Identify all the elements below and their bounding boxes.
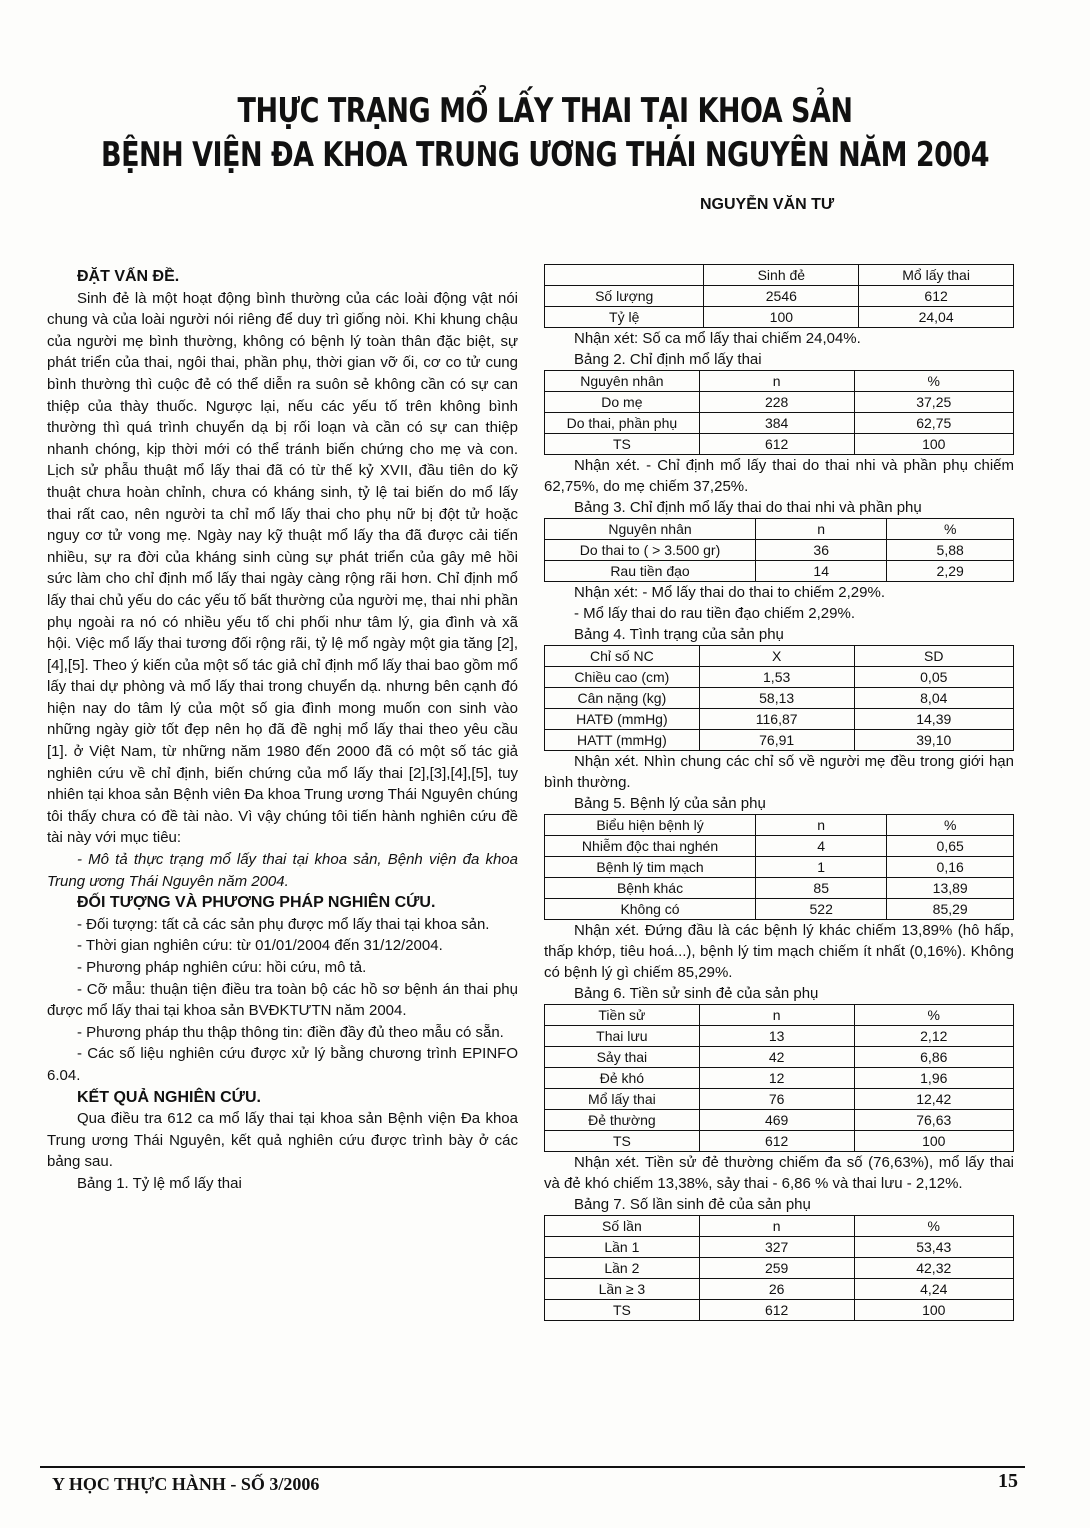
table-5 — [544, 814, 1014, 920]
table-cell: 85 — [756, 878, 887, 899]
table-row — [545, 434, 1014, 455]
table-cell: 612 — [859, 286, 1014, 307]
table-3 — [544, 518, 1014, 582]
table-cell: 85,29 — [887, 899, 1014, 920]
table-row — [545, 1026, 1014, 1047]
table-cell: 14 — [756, 561, 887, 582]
table-row — [545, 561, 1014, 582]
table-row — [545, 730, 1014, 751]
table-row — [545, 1300, 1014, 1321]
table-cell: 2546 — [704, 286, 859, 307]
table-cell: 4 — [756, 836, 887, 857]
table-cell: Bệnh lý tim mạch — [545, 857, 756, 878]
author: NGUYỄN VĂN TƯ — [700, 196, 835, 213]
table-cell: 1,96 — [854, 1068, 1013, 1089]
table-cell: 62,75 — [854, 413, 1013, 434]
table-cell: TS — [545, 1300, 700, 1321]
right-column — [544, 264, 1014, 1321]
table-cell: 100 — [854, 434, 1013, 455]
table-cell: Đẻ khó — [545, 1068, 700, 1089]
table-cell: Nhiễm độc thai nghén — [545, 836, 756, 857]
table-cell: TS — [545, 434, 700, 455]
left-column — [47, 266, 518, 1195]
table-2-caption: Bảng 2. Chỉ định mổ lấy thai — [574, 351, 762, 368]
table-cell: 116,87 — [699, 709, 854, 730]
table-row — [545, 392, 1014, 413]
table-cell: 76,91 — [699, 730, 854, 751]
table-header-cell: Mổ lấy thai — [859, 265, 1014, 286]
table-cell: 42 — [699, 1047, 854, 1068]
table-3-note-2: - Mổ lấy thai do rau tiền đạo chiếm 2,29%. — [574, 605, 855, 622]
table-row — [545, 1047, 1014, 1068]
table-2 — [544, 370, 1014, 455]
table-cell: Lần 2 — [545, 1258, 700, 1279]
table-row — [545, 413, 1014, 434]
table-header-row — [545, 519, 1014, 540]
table-header-cell: % — [854, 1216, 1013, 1237]
table-cell: Cân nặng (kg) — [545, 688, 700, 709]
table-cell: Lần 1 — [545, 1237, 700, 1258]
table-header-row — [545, 646, 1014, 667]
table-cell: Do thai, phần phụ — [545, 413, 700, 434]
method-subject: - Đối tượng: tất cả các sản phụ được mổ lấy thai tại khoa sản. — [77, 915, 490, 933]
table-header-cell: n — [699, 371, 854, 392]
heading-introduction: ĐẶT VẤN ĐỀ. — [77, 268, 180, 285]
table-header-cell: Sinh đẻ — [704, 265, 859, 286]
table-header-row — [545, 265, 1014, 286]
table-cell: TS — [545, 1131, 700, 1152]
page-number: 15 — [998, 1470, 1018, 1492]
table-header-cell: % — [854, 1005, 1013, 1026]
table-header-cell: % — [854, 371, 1013, 392]
table-row — [545, 1258, 1014, 1279]
method-sample: - Cỡ mẫu: thuận tiện điều tra toàn bộ các hồ sơ bệnh án thai phụ được mổ lấy thai tại khoa sản BVĐKTƯTN năm 2004. — [47, 980, 518, 1020]
table-header-cell: Nguyên nhân — [545, 371, 700, 392]
table-row — [545, 1068, 1014, 1089]
table-header-cell: Tiền sử — [545, 1005, 700, 1026]
table-cell: Sảy thai — [545, 1047, 700, 1068]
table-cell: 42,32 — [854, 1258, 1013, 1279]
table-row — [545, 1279, 1014, 1300]
table-header-cell: n — [756, 815, 887, 836]
table-cell: 384 — [699, 413, 854, 434]
table-cell: Do thai to ( > 3.500 gr) — [545, 540, 756, 561]
table-4-note: Nhận xét. Nhìn chung các chỉ số về người mẹ đều trong giới hạn bình thường. — [544, 753, 1014, 791]
objective-paragraph: - Mô tả thực trạng mổ lấy thai tại khoa sản, Bệnh viện đa khoa Trung ương Thái Nguyên năm 2004. — [47, 851, 518, 890]
table-header-cell: n — [699, 1005, 854, 1026]
table-header-cell — [545, 265, 704, 286]
table-row — [545, 899, 1014, 920]
table-cell: 259 — [699, 1258, 854, 1279]
table-cell: 612 — [699, 434, 854, 455]
table-cell: 8,04 — [854, 688, 1013, 709]
table-row — [545, 688, 1014, 709]
method-analysis: - Các số liệu nghiên cứu được xử lý bằng chương trình EPINFO 6.04. — [47, 1045, 518, 1084]
table-cell: 1,53 — [699, 667, 854, 688]
table-cell: Chiều cao (cm) — [545, 667, 700, 688]
table-cell: Tỷ lệ — [545, 307, 704, 328]
table-row — [545, 1131, 1014, 1152]
table-header-row — [545, 815, 1014, 836]
method-time: - Thời gian nghiên cứu: từ 01/01/2004 đến 31/12/2004. — [77, 937, 443, 955]
table-cell: 13 — [699, 1026, 854, 1047]
table-cell: 58,13 — [699, 688, 854, 709]
table-7 — [544, 1215, 1014, 1321]
table-cell: Số lượng — [545, 286, 704, 307]
table-row — [545, 878, 1014, 899]
table-cell: 1 — [756, 857, 887, 878]
table-cell: 612 — [699, 1300, 854, 1321]
table-1 — [544, 264, 1014, 328]
table-cell: Đẻ thường — [545, 1110, 700, 1131]
table-7-caption: Bảng 7. Số lần sinh đẻ của sản phụ — [574, 1196, 811, 1213]
table-row — [545, 1110, 1014, 1131]
table-cell: 0,05 — [854, 667, 1013, 688]
heading-methods: ĐỐI TƯỢNG VÀ PHƯƠNG PHÁP NGHIÊN CỨU. — [77, 894, 436, 912]
table-cell: 36 — [756, 540, 887, 561]
table-header-cell: n — [699, 1216, 854, 1237]
table-cell: 76 — [699, 1089, 854, 1110]
table-row — [545, 1237, 1014, 1258]
table-cell: Do mẹ — [545, 392, 700, 413]
table-6-note: Nhận xét. Tiền sử đẻ thường chiếm đa số (76,63%), mổ lấy thai và đẻ khó chiếm 13,38%, sảy thai - 6,86 % và thai lưu - 2,12%. — [544, 1154, 1014, 1192]
table-header-row — [545, 1216, 1014, 1237]
table-header-cell: Số lần — [545, 1216, 700, 1237]
table-cell: 53,43 — [854, 1237, 1013, 1258]
table-cell: HATĐ (mmHg) — [545, 709, 700, 730]
table-cell: 522 — [756, 899, 887, 920]
table-cell: 327 — [699, 1237, 854, 1258]
table-header-cell: X — [699, 646, 854, 667]
table-3-note-1: Nhận xét: - Mổ lấy thai do thai to chiếm 2,29%. — [574, 584, 885, 601]
table-row — [545, 307, 1014, 328]
table-header-cell: SD — [854, 646, 1013, 667]
table-1-note: Nhận xét: Số ca mổ lấy thai chiếm 24,04%. — [574, 330, 861, 347]
table-4-caption: Bảng 4. Tình trạng của sản phụ — [574, 626, 784, 643]
table-cell: 228 — [699, 392, 854, 413]
table-cell: 2,29 — [887, 561, 1014, 582]
table-cell: Thai lưu — [545, 1026, 700, 1047]
heading-results: KẾT QUẢ NGHIÊN CỨU. — [77, 1088, 261, 1106]
table-cell: 6,86 — [854, 1047, 1013, 1068]
results-paragraph: Qua điều tra 612 ca mổ lấy thai tại khoa sản Bệnh viện Đa khoa Trung ương Thái Nguyên, kết quả nghiên cứu được trình bày ở các bảng sau. — [47, 1110, 518, 1171]
title-line-2: BỆNH VIỆN ĐA KHOA TRUNG ƯƠNG THÁI NGUYÊN NĂM 2004 — [101, 136, 989, 175]
table-2-note: Nhận xét. - Chỉ định mổ lấy thai do thai nhi và phần phụ chiếm 62,75%, do mẹ chiếm 37,25%. — [544, 457, 1014, 495]
table-cell: 39,10 — [854, 730, 1013, 751]
table-cell: Không có — [545, 899, 756, 920]
table-row — [545, 857, 1014, 878]
table-cell: 37,25 — [854, 392, 1013, 413]
table-cell: 612 — [699, 1131, 854, 1152]
table-header-row — [545, 1005, 1014, 1026]
table-cell: 13,89 — [887, 878, 1014, 899]
table-header-cell: % — [887, 815, 1014, 836]
table-4 — [544, 645, 1014, 751]
method-design: - Phương pháp nghiên cứu: hồi cứu, mô tả. — [77, 959, 367, 976]
table-cell: Lần ≥ 3 — [545, 1279, 700, 1300]
intro-paragraph: Sinh đẻ là một hoạt động bình thường của các loài động vật nói chung và của loài người nói riêng để duy trì giống nòi. Khi khung chậu của người mẹ bình thường, không có bệnh lý toàn thân đặc biệt, sự phát triển của thai, ngôi thai, phần phụ, thời gian vỡ ối, cơ co tử cung bình thường thì cuộc đẻ có thể diễn ra suôn sẻ không cần có sự can thiệp của thày thuốc. Ngược lại, nếu các yếu tố trên không bình thường thì quá trình chuyển dạ bị rối loạn và cần có sự can thiệp nhanh chóng, kịp thời mới có thể tránh biến chứng cho mẹ và con. Lịch sử phẫu thuật mổ lấy thai đã có từ thế kỷ XVII, đầu tiên do kỹ thuật chưa hoàn chỉnh, chưa có kháng sinh, tỷ lệ tai biến do mổ lấy thai rất cao, nên người ta chỉ mổ lấy thai cho phụ nữ bị đột tử hoặc nguy cơ tử vong mẹ. Ngày nay kỹ thuật mổ lấy tha đã được cải tiến nhiều, sự ra đời của kháng sinh cùng sự phát triển của gây mê hồi sức làm cho chỉ định mổ lấy thai ngày càng rộng rãi hơn. Chỉ định mổ lấy thai chủ yếu do các yếu tố bất thường của người mẹ, thai nhi phần phụ ngoài ra nó có nhiều yếu tố chi phối như tâm lý, gia đình và xã hội. Việc mổ lấy thai tương đối rộng rãi, tỷ lệ mổ ngày một gia tăng [2],[4],[5]. Theo ý kiến của một số tác giả chỉ định mổ lấy thai bao gồm mổ lấy thai dự phòng và mổ lấy thai trong chuyển dạ. nhưng bên cạnh đó hiện nay do tâm lý của một số gia đình mong muốn con sinh vào những ngày giờ tốt đẹp nên họ đã đề nghị mổ lấy thai theo yêu cầu [1]. ở Việt Nam, từ những năm 1980 đến 2000 đã có một số tác giả nghiên cứu về chỉ định, biến chứng của mổ lấy thai [2],[3],[4],[5], tuy nhiên tại khoa sản Bệnh viên Đa khoa Trung ương Thái Nguyên chúng tôi thấy chưa có đề tài nào. Vì vậy chúng tôi tiến hành nghiên cứu đề tài này với mục tiêu: — [47, 289, 518, 847]
method-collection: - Phương pháp thu thập thông tin: điền đầy đủ theo mẫu có sẵn. — [77, 1023, 504, 1041]
table-header-cell: Chỉ số NC — [545, 646, 700, 667]
table-row — [545, 1089, 1014, 1110]
table-cell: 100 — [854, 1131, 1013, 1152]
table-cell: 12,42 — [854, 1089, 1013, 1110]
footer-rule — [40, 1466, 1025, 1468]
table-header-cell: Biểu hiện bệnh lý — [545, 815, 756, 836]
table-row — [545, 836, 1014, 857]
table-row — [545, 540, 1014, 561]
table-header-cell: % — [887, 519, 1014, 540]
table-cell: 4,24 — [854, 1279, 1013, 1300]
table-header-row — [545, 371, 1014, 392]
table-cell: 100 — [704, 307, 859, 328]
table-header-cell: Nguyên nhân — [545, 519, 756, 540]
table-6 — [544, 1004, 1014, 1152]
table-cell: Mổ lấy thai — [545, 1089, 700, 1110]
table-5-note: Nhận xét. Đứng đầu là các bệnh lý khác chiếm 13,89% (hô hấp, thấp khớp, tiêu hoá...), bệnh lý tim mạch chiếm ít nhất (0,16%). Không có bệnh lý gì chiếm 85,29%. — [544, 922, 1014, 981]
table-row — [545, 667, 1014, 688]
table-row — [545, 286, 1014, 307]
table-header-cell: n — [756, 519, 887, 540]
title-line-1: THỰC TRẠNG MỔ LẤY THAI TẠI KHOA SẢN — [237, 92, 853, 131]
table-1-caption: Bảng 1. Tỷ lệ mổ lấy thai — [77, 1174, 242, 1192]
table-cell: 76,63 — [854, 1110, 1013, 1131]
table-cell: 0,16 — [887, 857, 1014, 878]
journal-name: Y HỌC THỰC HÀNH - SỐ 3/2006 — [52, 1474, 320, 1494]
table-cell: 0,65 — [887, 836, 1014, 857]
table-row — [545, 709, 1014, 730]
table-cell: 24,04 — [859, 307, 1014, 328]
table-5-caption: Bảng 5. Bệnh lý của sản phụ — [574, 795, 766, 812]
table-cell: 100 — [854, 1300, 1013, 1321]
table-cell: 5,88 — [887, 540, 1014, 561]
table-cell: Bệnh khác — [545, 878, 756, 899]
table-cell: HATT (mmHg) — [545, 730, 700, 751]
table-cell: 2,12 — [854, 1026, 1013, 1047]
table-cell: 26 — [699, 1279, 854, 1300]
table-cell: 14,39 — [854, 709, 1013, 730]
table-cell: 12 — [699, 1068, 854, 1089]
table-3-caption: Bảng 3. Chỉ định mổ lấy thai do thai nhi và phần phụ — [574, 499, 922, 516]
table-cell: 469 — [699, 1110, 854, 1131]
table-cell: Rau tiền đạo — [545, 561, 756, 582]
table-6-caption: Bảng 6. Tiền sử sinh đẻ của sản phụ — [574, 985, 819, 1002]
